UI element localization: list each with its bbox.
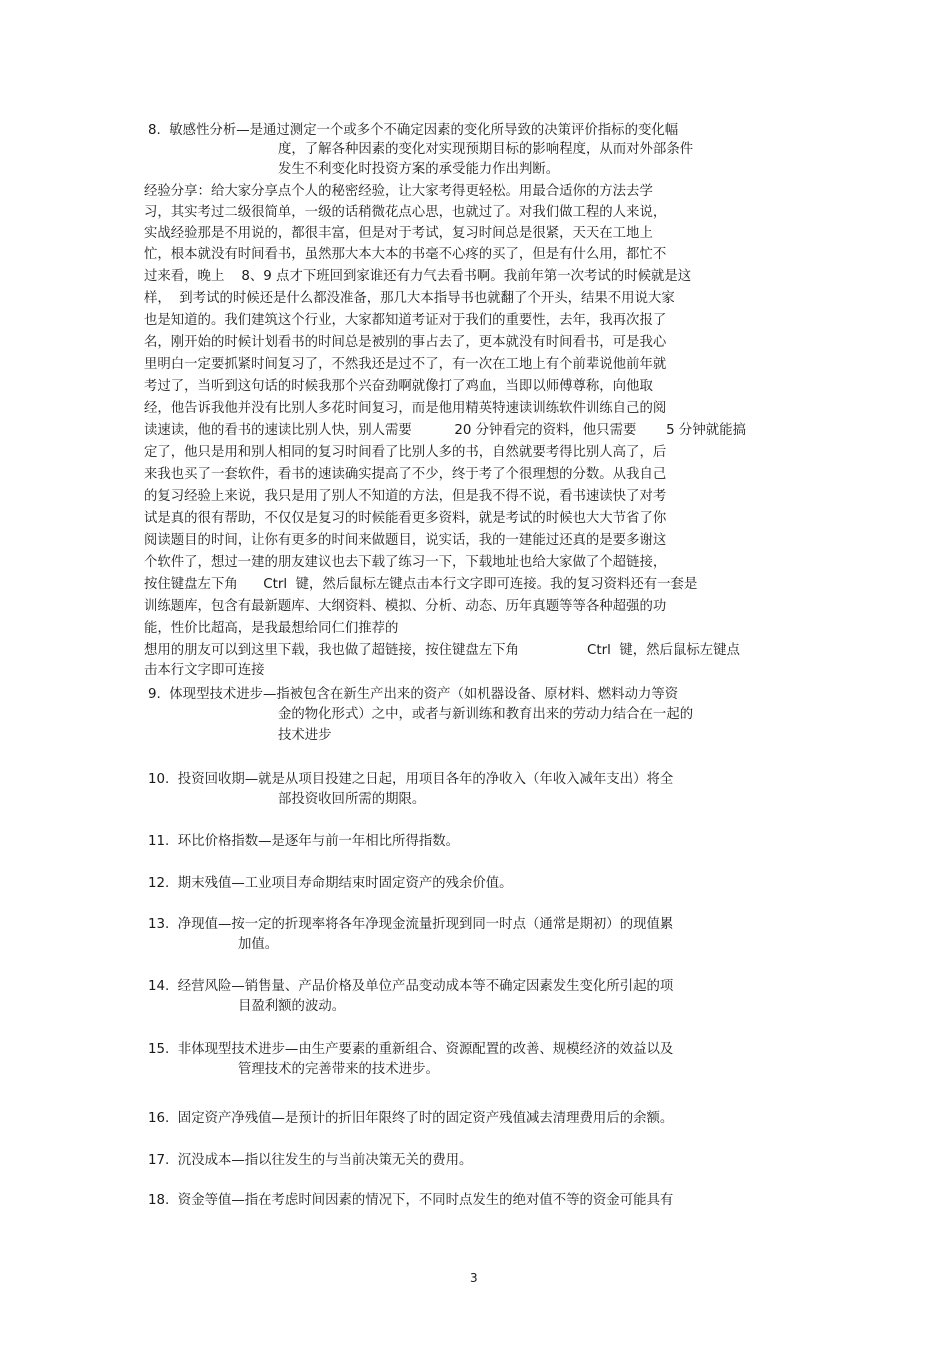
share-line-17: 阅读题目的时间，让你有更多的时间来做题目，说实话，我的一建能过还真的是要多谢这 bbox=[144, 533, 667, 548]
share-line-21: 能，性价比超高，是我最想给同仁们推荐的 bbox=[144, 621, 399, 636]
share-line-3: 实战经验那是不用说的，都很丰富，但是对于考试，复习时间总是很紧，天天在工地上 bbox=[144, 226, 653, 241]
item-13-line-2: 加值。 bbox=[238, 937, 279, 952]
share-line-5: 过来看，晚上 8、9 点才下班回到家谁还有力气去看书啊。我前年第一次考试的时候就是这 bbox=[144, 269, 692, 284]
share-line-20: 训练题库，包含有最新题库、大纲资料、模拟、分析、动态、历年真题等等各种超强的功 bbox=[144, 599, 667, 614]
item-11-line-1: 11. 环比价格指数—是逐年与前一年相比所得指数。 bbox=[148, 834, 460, 849]
item-9-line-3: 技术进步 bbox=[278, 728, 332, 743]
share-line-9: 里明白一定要抓紧时间复习了，不然我还是过不了，有一次在工地上有个前辈说他前年就 bbox=[144, 357, 667, 372]
item-10-line-1: 10. 投资回收期—就是从项目投建之日起，用项目各年的净收入（年收入减年支出）将全 bbox=[148, 772, 674, 787]
item-8-line-2: 度，了解各种因素的变化对实现预期目标的影响程度，从而对外部条件 bbox=[278, 142, 694, 157]
item-15-line-2: 管理技术的完善带来的技术进步。 bbox=[238, 1062, 439, 1077]
item-9-line-1: 9. 体现型技术进步—指被包含在新生产出来的资产（如机器设备、原材料、燃料动力等资 bbox=[148, 687, 679, 702]
share-line-22: 想用的朋友可以到这里下载，我也做了超链接，按住键盘左下角 Ctrl 键，然后鼠标左键点 bbox=[144, 643, 740, 658]
share-line-2: 习，其实考过二级很简单，一级的话稍微花点心思，也就过了。对我们做工程的人来说， bbox=[144, 205, 667, 220]
share-line-8: 名，刚开始的时候计划看书的时间总是被别的事占去了，更本就没有时间看书，可是我心 bbox=[144, 335, 667, 350]
share-line-4: 忙，根本就没有时间看书，虽然那大本大本的书毫不心疼的买了，但是有什么用，都忙不 bbox=[144, 247, 667, 262]
item-9-line-2: 金的物化形式）之中，或者与新训练和教育出来的劳动力结合在一起的 bbox=[278, 707, 694, 722]
share-line-6: 样， 到考试的时候还是什么都没准备，那几大本指导书也就翻了个开头，结果不用说大家 bbox=[144, 291, 675, 306]
item-8-line-3: 发生不利变化时投资方案的承受能力作出判断。 bbox=[278, 162, 560, 177]
item-13-line-1: 13. 净现值—按一定的折现率将各年净现金流量折现到同一时点（通常是期初）的现值累 bbox=[148, 917, 674, 932]
item-10-line-2: 部投资收回所需的期限。 bbox=[278, 792, 426, 807]
share-line-16: 试是真的很有帮助，不仅仅是复习的时候能看更多资料，就是考试的时候也大大节省了你 bbox=[144, 511, 667, 526]
share-line-1: 经验分享：给大家分享点个人的秘密经验，让大家考得更轻松。用最合适你的方法去学 bbox=[144, 184, 653, 199]
item-15-line-1: 15. 非体现型技术进步—由生产要素的重新组合、资源配置的改善、规模经济的效益以及 bbox=[148, 1042, 674, 1057]
item-18-line-1: 18. 资金等值—指在考虑时间因素的情况下，不同时点发生的绝对值不等的资金可能具有 bbox=[148, 1193, 674, 1208]
item-16-line-1: 16. 固定资产净残值—是预计的折旧年限终了时的固定资产残值减去清理费用后的余额。 bbox=[148, 1111, 674, 1126]
item-14-line-1: 14. 经营风险—销售量、产品价格及单位产品变动成本等不确定因素发生变化所引起的项 bbox=[148, 979, 674, 994]
share-line-19: 按住键盘左下角 Ctrl 键，然后鼠标左键点击本行文字即可连接。我的复习资料还有一套是 bbox=[144, 577, 698, 592]
share-line-15: 的复习经验上来说，我只是用了别人不知道的方法，但是我不得不说，看书速读快了对考 bbox=[144, 489, 667, 504]
item-17-line-1: 17. 沉没成本—指以往发生的与当前决策无关的费用。 bbox=[148, 1153, 473, 1168]
page-number: 3 bbox=[470, 1271, 478, 1285]
share-line-13: 定了，他只是用和别人相同的复习时间看了比别人多的书，自然就要考得比别人高了，后 bbox=[144, 445, 667, 460]
share-line-12: 读速读，他的看书的速读比别人快，别人需要 20 分钟看完的资料，他只需要 5 分钟就能搞 bbox=[144, 423, 746, 438]
share-line-7: 也是知道的。我们建筑这个行业，大家都知道考证对于我们的重要性，去年，我再次报了 bbox=[144, 313, 667, 328]
share-line-11: 经，他告诉我他并没有比别人多花时间复习，而是他用精英特速读训练软件训练自己的阅 bbox=[144, 401, 667, 416]
item-14-line-2: 目盈利额的波动。 bbox=[238, 999, 346, 1014]
item-12-line-1: 12. 期末残值—工业项目寿命期结束时固定资产的残余价值。 bbox=[148, 876, 513, 891]
share-line-18: 个软件了，想过一建的朋友建议也去下载了练习一下，下载地址也给大家做了个超链接， bbox=[144, 555, 667, 570]
item-8-line-1: 8. 敏感性分析—是通过测定一个或多个不确定因素的变化所导致的决策评价指标的变化幅 bbox=[148, 123, 679, 138]
share-line-14: 来我也买了一套软件，看书的速读确实提高了不少，终于考了个很理想的分数。从我自己 bbox=[144, 467, 667, 482]
share-line-10: 考过了，当听到这句话的时候我那个兴奋劲啊就像打了鸡血，当即以师傅尊称，向他取 bbox=[144, 379, 653, 394]
share-line-23: 击本行文字即可连接 bbox=[144, 663, 265, 678]
